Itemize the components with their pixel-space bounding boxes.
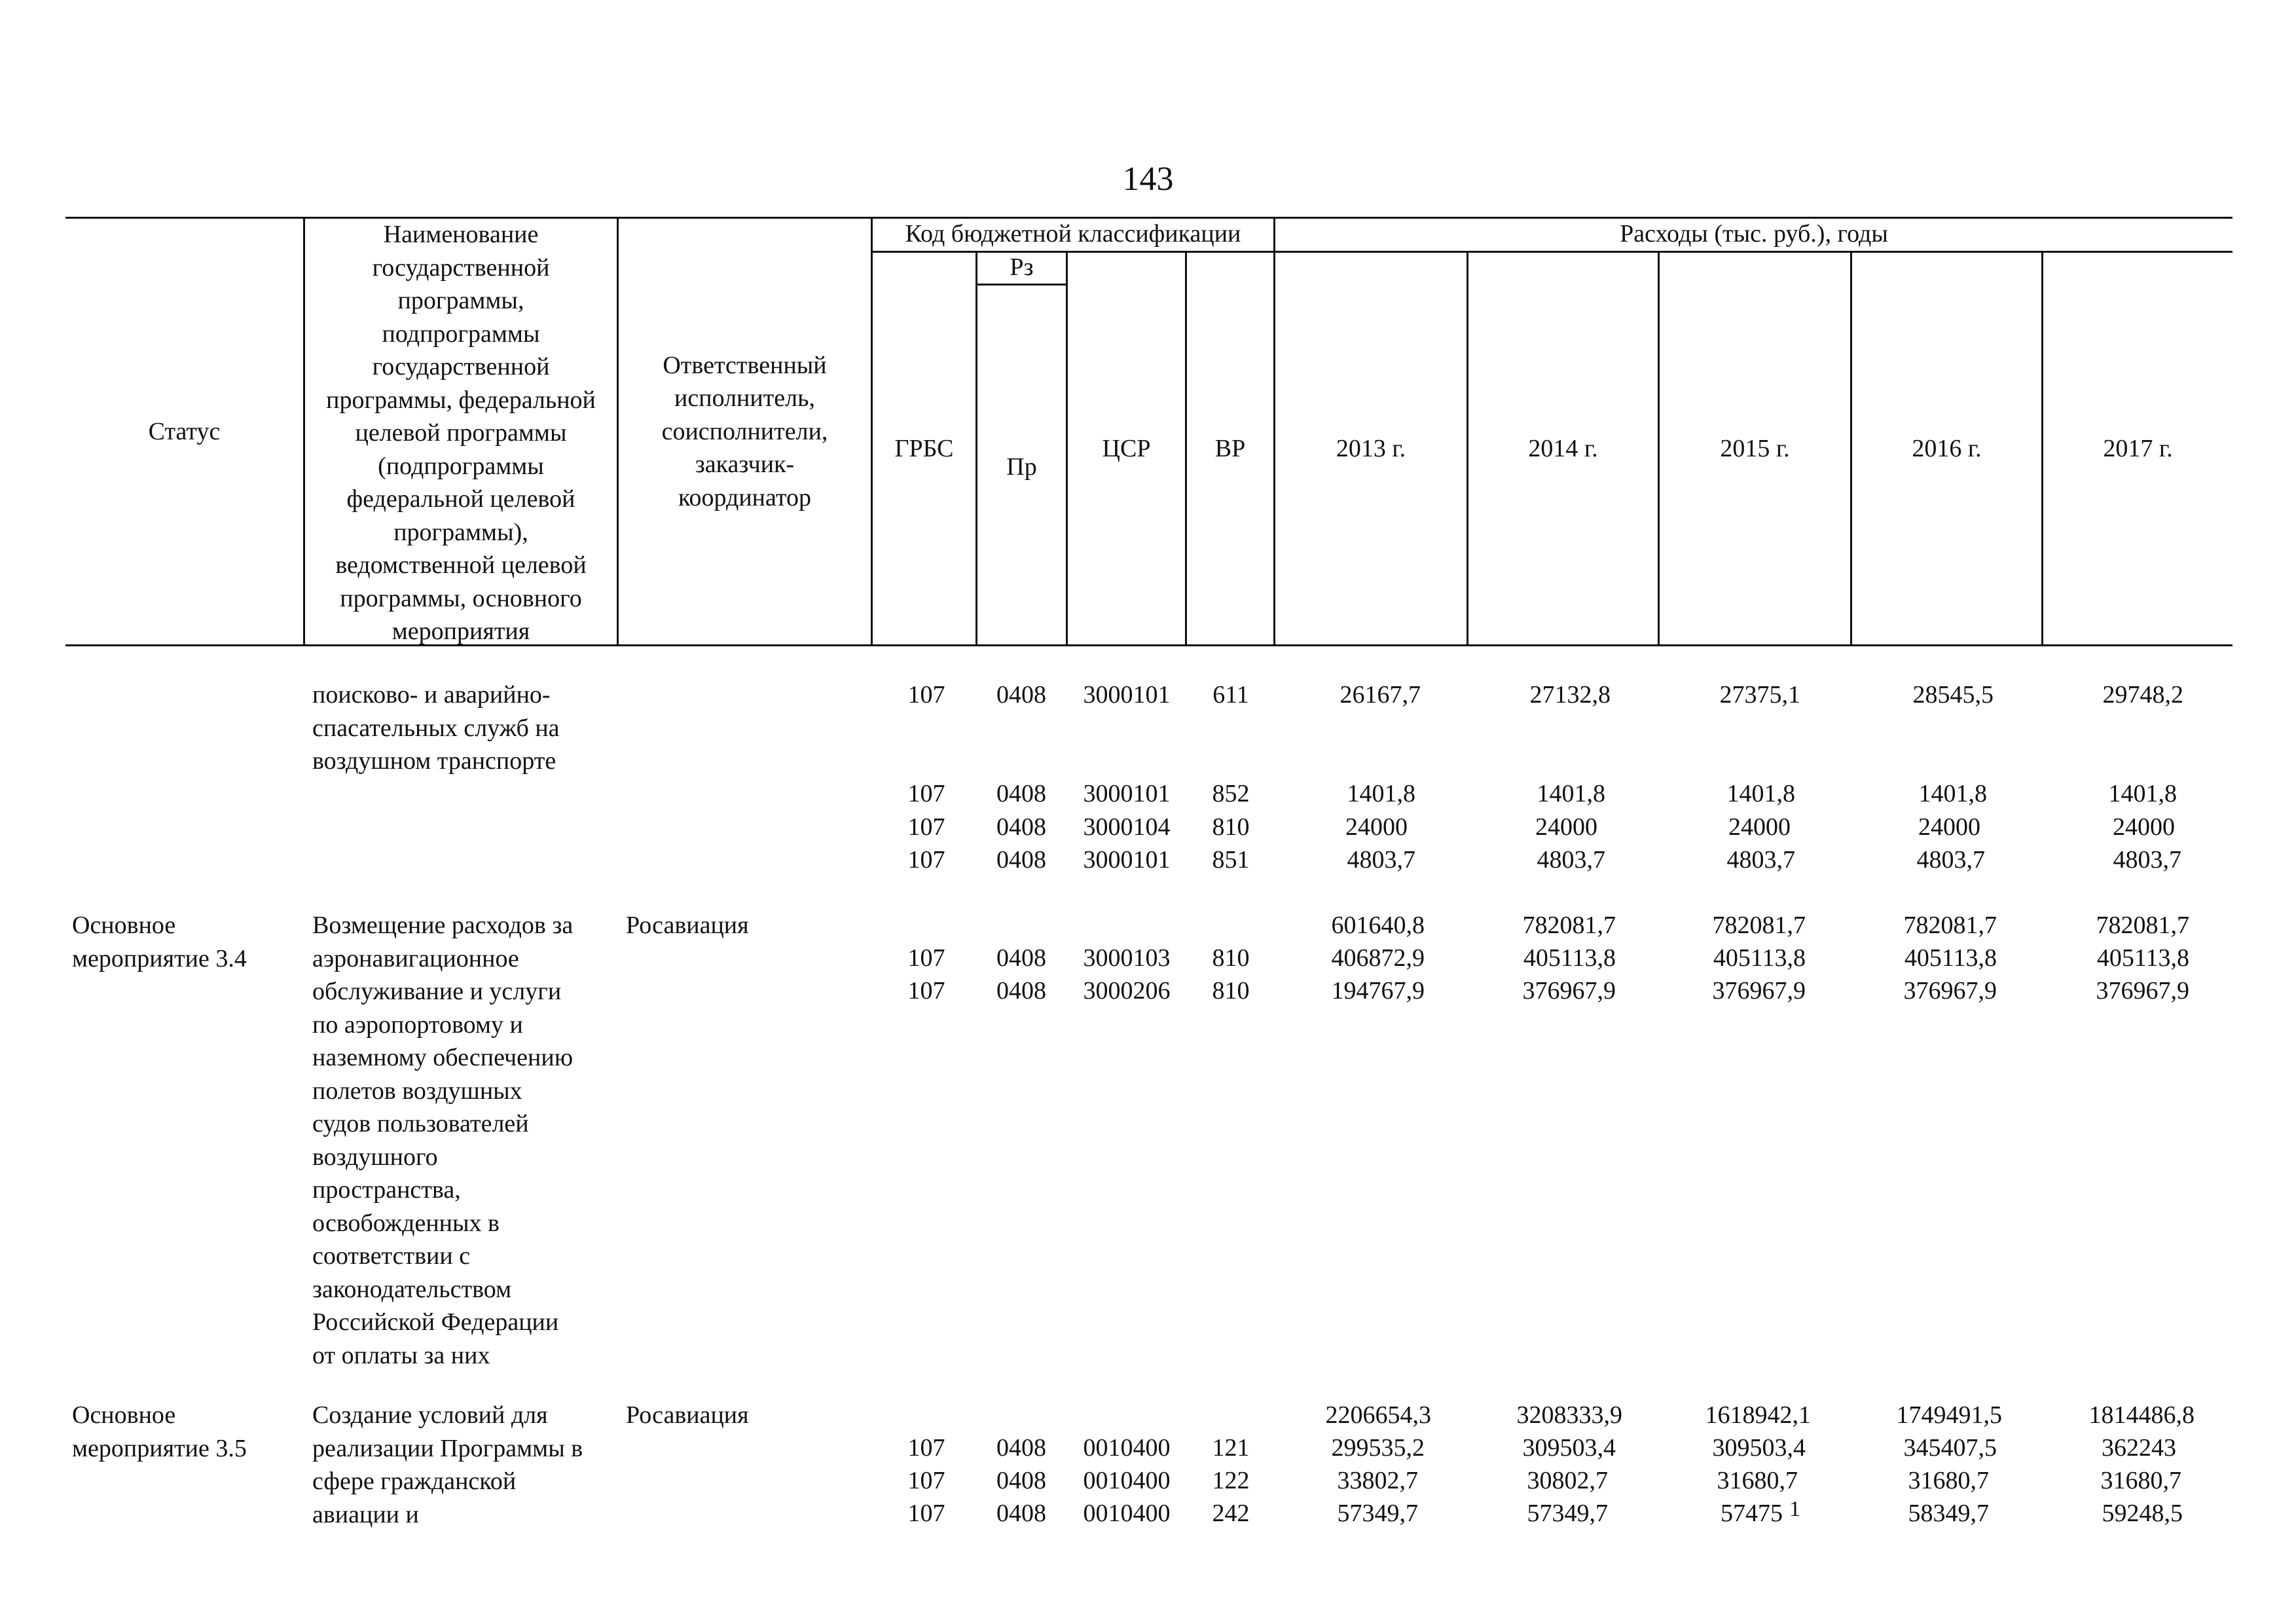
cell-value: 57475 [1721,1500,1783,1527]
header-executor: Ответственный исполнитель, соисполнители, заказчик- координатор [661,351,828,511]
cell-2017: 31680,7 [2100,1467,2181,1494]
cell-csr: 3000101 [1083,846,1171,874]
cell-2013: 33802,7 [1337,1467,1418,1494]
cell-2017: 405113,8 [2096,944,2189,972]
cell-2013: 26167,7 [1339,681,1421,709]
cell-2014: 405113,8 [1523,944,1616,972]
cell-rz-pr: 0408 [996,944,1046,972]
cell-grbs: 107 [907,780,945,807]
cell-2014: 782081,7 [1522,912,1616,939]
cell-2015: 405113,8 [1713,944,1806,972]
cell-csr: 3000101 [1083,681,1171,709]
cell-2014: 57349,7 [1527,1500,1608,1527]
cell-2014: 309503,4 [1522,1434,1616,1462]
cell-vr: 852 [1212,780,1250,807]
cell-2014: 27132,8 [1529,681,1611,709]
program-name-cell: поисково- и аварийно- спасательных служб на воздушном транспорте [312,681,560,775]
cell-2013: 57349,7 [1337,1500,1418,1527]
header-year-2015: 2015 г. [1720,434,1790,462]
cell-vr: 810 [1212,977,1250,1005]
program-name-cell: Создание условий для реализации Программы в сфере гражданской авиации и [312,1401,583,1528]
cell-2016: 31680,7 [1908,1467,1989,1494]
cell-grbs: 107 [907,944,945,972]
header-pr: Пр [1006,453,1037,481]
cell-vr: 611 [1212,681,1249,709]
cell-2013: 4803,7 [1347,846,1415,874]
status-cell: Основное мероприятие 3.5 [72,1401,247,1462]
cell-2017: 1401,8 [2108,780,2177,807]
cell-2016: 28545,5 [1912,681,1994,709]
header-col-divider [975,251,977,646]
header-expenses-group: Расходы (тыс. руб.), годы [1620,220,1888,248]
cell-2013: 406872,9 [1331,944,1425,972]
header-rz: Рз [1010,253,1034,281]
cell-rz-pr: 0408 [996,1434,1046,1462]
cell-2016: 1401,8 [1918,780,1987,807]
header-status: Статус [148,417,221,445]
cell-grbs: 107 [907,1434,945,1462]
cell-2015: 4803,7 [1726,846,1795,874]
cell-2016: 376967,9 [1903,977,1997,1005]
header-year-2016: 2016 г. [1912,434,1982,462]
cell-2015: 27375,1 [1719,681,1800,709]
cell-rz-pr: 0408 [996,780,1046,807]
cell-2013: 2206654,3 [1325,1401,1431,1429]
cell-2017: 782081,7 [2096,912,2189,939]
cell-2016: 345407,5 [1903,1434,1997,1462]
cell-2016: 1749491,5 [1896,1401,2002,1429]
cell-2015 [1721,1497,1800,1532]
header-year-2014: 2014 г. [1528,434,1598,462]
header-csr: ЦСР [1102,434,1151,462]
cell-2017: 24000 [2113,813,2175,841]
header-vr: ВР [1214,434,1246,462]
cell-2017: 59248,5 [2102,1500,2183,1527]
cell-2013: 1401,8 [1347,780,1415,807]
cell-vr: 242 [1212,1500,1250,1527]
cell-grbs: 107 [907,1500,945,1527]
cell-2015: 31680,7 [1717,1467,1798,1494]
cell-2013: 24000 [1345,813,1408,841]
cell-2013: 601640,8 [1331,912,1425,939]
cell-csr: 0010400 [1083,1434,1171,1462]
cell-2017: 376967,9 [2096,977,2189,1005]
executor-cell: Росавиация [626,912,749,939]
cell-2013: 194767,9 [1331,977,1425,1005]
cell-2015: 24000 [1728,813,1791,841]
cell-2016: 405113,8 [1904,944,1997,972]
cell-2016: 4803,7 [1916,846,1985,874]
cell-rz-pr: 0408 [996,846,1046,874]
cell-rz-pr: 0408 [996,977,1046,1005]
cell-grbs: 107 [907,681,945,709]
header-program-name: Наименование государственной программы, подпрограммы государственной программы, федеральной целевой программы (подпрограммы федеральной целевой программы), ведомственной целевой программы, основного мероприятия [326,221,596,645]
program-name-cell: Возмещение расходов за аэронавигационное обслуживание и услуги по аэропортовому и наземному обеспечению полетов воздушных судов пользователей воздушного пространства, освобожденных в соответствии с законодательством Российской Федерации от оплаты за них [312,912,574,1369]
cell-2015: 376967,9 [1712,977,1806,1005]
cell-csr: 3000104 [1083,813,1171,841]
cell-2013: 299535,2 [1331,1434,1425,1462]
cell-2015: 1618942,1 [1705,1401,1811,1429]
cell-csr: 3000101 [1083,780,1171,807]
cell-grbs: 107 [907,1467,945,1494]
cell-csr: 3000103 [1083,944,1171,972]
cell-2017: 29748,2 [2102,681,2183,709]
header-budget-code-group: Код бюджетной классификации [905,220,1241,248]
cell-2016: 58349,7 [1908,1500,1989,1527]
cell-csr: 3000206 [1083,977,1171,1005]
page-number: 143 [1122,160,1174,198]
cell-2014: 376967,9 [1522,977,1616,1005]
cell-grbs: 107 [907,846,945,874]
cell-vr: 851 [1212,846,1250,874]
cell-2014: 3208333,9 [1516,1401,1622,1429]
cell-vr: 122 [1212,1467,1250,1494]
cell-vr: 810 [1212,944,1250,972]
cell-2014: 30802,7 [1527,1467,1608,1494]
cell-grbs: 107 [907,813,945,841]
cell-2016: 24000 [1918,813,1980,841]
executor-cell: Росавиация [626,1401,749,1429]
cell-vr: 810 [1212,813,1250,841]
cell-2017: 362243 [2102,1434,2176,1462]
cell-2017: 1814486,8 [2088,1401,2195,1429]
cell-2015: 1401,8 [1726,780,1795,807]
header-year-2017: 2017 г. [2103,434,2173,462]
cell-csr: 0010400 [1083,1500,1171,1527]
cell-2016: 782081,7 [1903,912,1997,939]
status-cell: Основное мероприятие 3.4 [72,912,247,972]
cell-vr: 121 [1212,1434,1250,1462]
handwritten-mark: 1 [1789,1497,1800,1521]
cell-2015: 309503,4 [1712,1434,1806,1462]
cell-rz-pr: 0408 [996,813,1046,841]
header-grbs: ГРБС [894,434,954,462]
cell-2015: 782081,7 [1712,912,1806,939]
cell-rz-pr: 0408 [996,1467,1046,1494]
header-year-2013: 2013 г. [1336,434,1406,462]
cell-2014: 1401,8 [1537,780,1605,807]
cell-rz-pr: 0408 [996,1500,1046,1527]
cell-csr: 0010400 [1083,1467,1171,1494]
cell-2014: 4803,7 [1537,846,1605,874]
cell-2014: 24000 [1535,813,1597,841]
cell-rz-pr: 0408 [996,681,1046,709]
cell-grbs: 107 [907,977,945,1005]
cell-2017: 4803,7 [2113,846,2181,874]
